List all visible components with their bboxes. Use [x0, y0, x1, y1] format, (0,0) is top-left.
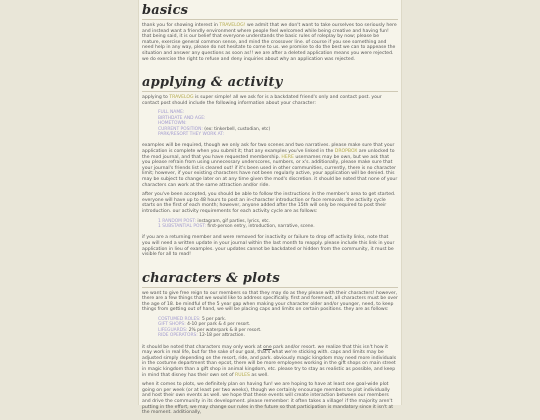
list-item: LIFEGUARDS: 2% per waterpark & 8 per resort. [158, 327, 262, 333]
travelog-link[interactable]: TRAVELOG! [219, 23, 246, 28]
basics-section [142, 4, 398, 62]
characters-section [142, 272, 398, 416]
plots-paragraph: when it comes to plots, we definitely plan on having fun! we are hoping to have at least one goal-wide plot going on per week (or at least per two weeks), though we certainly encourage members to plot individually and host their own events as well. we hope that these events will create interaction between our members and drive the community in its development. please remember: it often takes a village! if the majority aren't putting in the effort, we may change our rules in the future so that participation is mandatory since it isn't at the moment. additionally, [142, 382, 394, 416]
dropbox-link[interactable]: DROPBOX [334, 148, 358, 154]
rules-link[interactable]: RULES [235, 372, 250, 378]
basics-heading: basics [142, 4, 398, 20]
here-link[interactable]: HERE [281, 154, 294, 160]
examples-paragraph: examples will be required, though we only ask for two scenes and two narratives. please make sure that your application is complete when you submit it; that any examples you've linked in the DROPBOX are unlocked to the mod journal, and that you have requested membership. HERE usernames may be own, but we ask that you please refrain from using unnecessary underscores, numbers, or x's. additionally, please make sure that your journal's friends list is cleared out! if it's been used in other communities, currently, there is no character limit; however, if your existing characters have not been regularly active, your application will be denied. this may be subject to change later on at any time given the mod's discretion. it should be noted that none of your characters can work at the same attraction and/or ride. [142, 143, 398, 188]
applying-section [142, 76, 398, 258]
accepted-paragraph: after you've been accepted, you should be able to follow the instructions in the member's area to get started. everyone will have up to 48 hours to post an in-character introduction or face removals. the activity cycle starts on the first of each month; however, anyone added after the 15th will only be required to post their introduction. our activity requirements for each activity cycle are as follows: [142, 192, 396, 214]
activity-list [158, 219, 398, 230]
returning-member-paragraph: if you are a returning member and were removed for inactivity or failure to drop off activity links, note that you will need a written update in your journal within the last month to reapply. please include this link in your application in lieu of examples. your updates cannot be backdated or hidden from the community, it must be visible for all to read! [142, 235, 395, 258]
list-item: CURRENT POSITION: (ex: tinkerbell, custodian, etc) [158, 126, 271, 132]
characters-intro: we want to give free reign to our members so that they may do as they please with their characters! however, there are a few things that we would like to address specifically. first and foremost, all characters must be over the age of 18. be mindful of the 5 year gap when making your character older and/or younger, need, to keep things from getting out of hand, we will be placing caps and limits on certain positions. they are as follows: [142, 290, 398, 313]
list-item: COSTUMED ROLES: 5 per park. [158, 317, 227, 323]
list-item: GIFT SHOPS: 4-10 per park & 4 per resort. [158, 322, 251, 328]
contact-fields-list [158, 110, 398, 137]
one-park-paragraph: it should be noted that characters may only work at one park and/or resort. we realize that this isn't how it may work in real life, but for the sake of our goal, that's what we're sticking with. caps and limits may be adjusted simply depending on the resort, ride, and park. obviously magic kingdom may need more individuals in the costume department than epcot, there will be more employees working in the gift shops on main street in magic kingdom than a gift shop in animal kingdom, etc. please try to stay as realistic as possible, and keep in mind that disney has their own set of RULES as well. [142, 344, 397, 378]
list-item: PARK/RESORT THEY WORK AT: [158, 131, 224, 137]
position-caps-list [158, 317, 398, 339]
list-item: FULL NAME: [158, 110, 185, 116]
applying-intro: applying to TRAVELOG is super simple! all we ask for is a backdated friend's only and contact post. your contact post should include the following information about your character: [142, 95, 382, 106]
basics-paragraph: thank you for showing interest in TRAVELOG! we admit that we don't want to take ourselves too seriously here and instead want a friendly environment where people feel welcomed while being creative and having fun! that being said, it is our belief that everyone understands the basic rules of roleplay by now; please be mature, exercise general common sense, and mind the crossover line. of course if you see something and need help in any way, please do not hesitate to come to us. we promise to do the best we can to appease the situation and answer any questions as soon as!! we are after a deleted application means you were rejected. we do exercise the right to refuse and deny inquiries about why an application was rejected. [142, 23, 397, 62]
list-item: BIRTHDATE AND AGE: [158, 115, 206, 121]
list-item: HOMETOWN: [158, 121, 187, 127]
list-item: 1 SUBSTANTIAL POST: first-person entry, introduction, narrative, scene. [158, 223, 315, 229]
rules-content [142, 0, 398, 420]
list-item: RIDE OPERATORS: 12-18 per attraction. [158, 333, 245, 339]
applying-heading: applying & activity [142, 76, 398, 92]
travelog-link[interactable]: TRAVELOG [169, 95, 194, 101]
characters-heading: characters & plots [142, 272, 398, 288]
list-item: 1 RANDOM POST: instagram, gif parties, lyrics, etc. [158, 218, 270, 224]
